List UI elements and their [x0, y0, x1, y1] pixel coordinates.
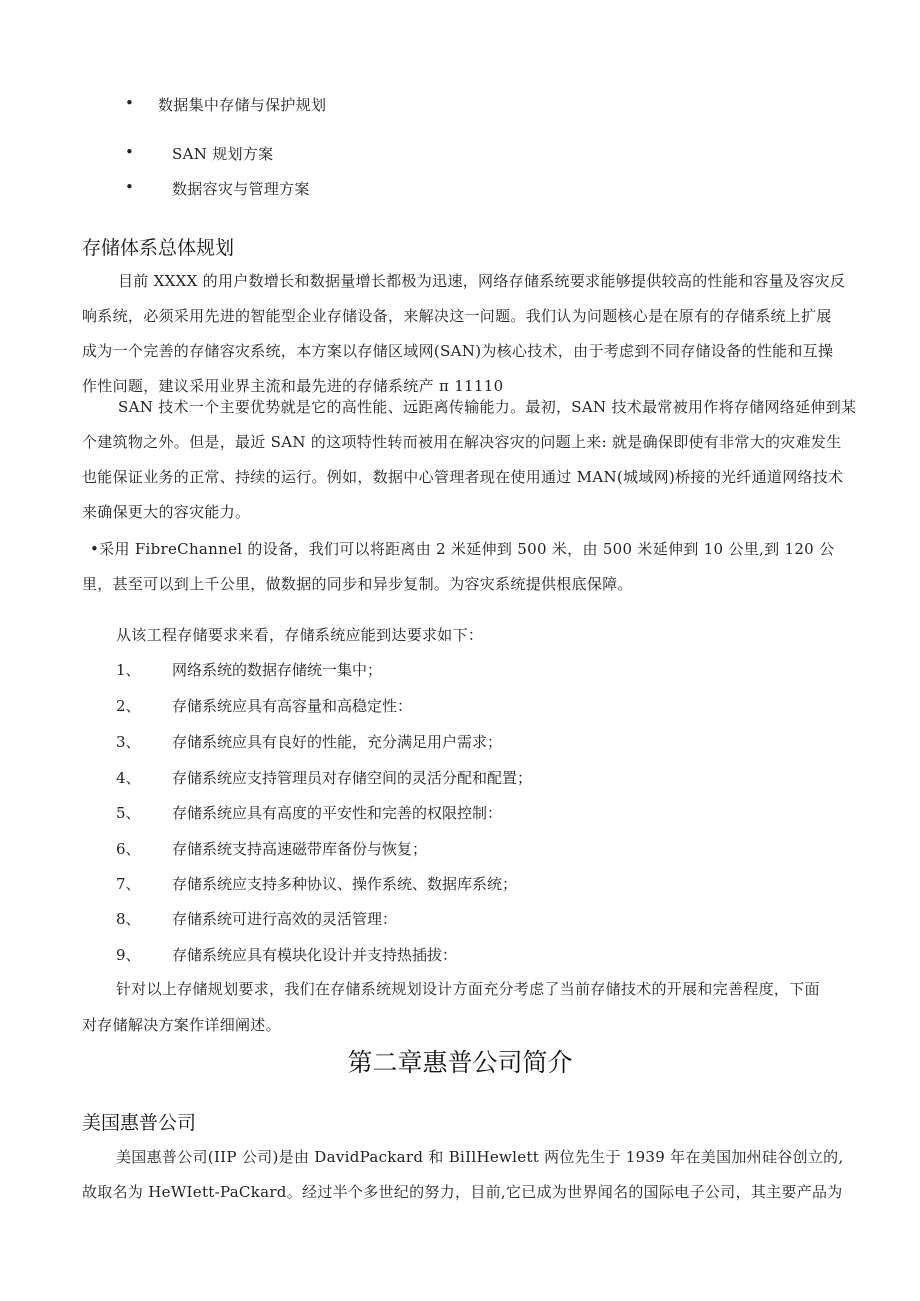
section-heading-storage-architecture: 存储体系总体规划	[82, 237, 235, 259]
requirement-text: 存储系统应支持多种协议、操作系统、数据库系统；	[172, 875, 518, 893]
paragraph-line: 个建筑物之外。但是，最近 SAN 的这项特性转而被用在解决容灾的问题上来: 就是确保即使有非常大的灾难发生	[82, 433, 842, 451]
requirements-intro: 从该工程存储要求来看，存储系统应能到达要求如下：	[116, 626, 484, 644]
paragraph-line: 成为一个完善的存储容灾系统，本方案以存储区域网(SAN)为核心技术，由于考虑到不同存储设备的性能和互操	[82, 342, 834, 360]
paragraph-closing	[82, 971, 842, 1043]
paragraph-line: 响系统，必须采用先进的智能型企业存储设备，来解决这一问题。我们认为问题核心是在原有的存储系统上扩展	[82, 307, 832, 325]
paragraph-hp-intro	[82, 1140, 842, 1210]
paragraph-line: 目前 XXXX 的用户数增长和数据量增长都极为迅速，网络存储系统要求能够提供较高的性能和容量及容灾反	[118, 272, 846, 290]
paragraph-san-advantage	[82, 390, 857, 530]
requirement-text: 网络系统的数据存储统一集中；	[172, 661, 383, 679]
requirement-text: 存储系统应具有高度的平安性和完善的权限控制：	[172, 804, 503, 822]
requirement-text: 存储系统应支持管理员对存储空间的灵活分配和配置；	[172, 769, 533, 787]
bullet-item-disaster-recovery: 数据容灾与管理方案	[172, 180, 310, 198]
bullet-item-san-plan: SAN 规划方案	[172, 145, 274, 163]
requirement-number: 2、	[116, 697, 141, 715]
paragraph-fibre-channel	[82, 532, 842, 602]
paragraph-line: 也能保证业务的正常、持续的运行。例如，数据中心管理者现在使用通过 MAN(城域网)桥接的光纤通道网络技术	[82, 468, 844, 486]
requirement-number: 8、	[116, 910, 141, 928]
paragraph-line: 故取名为 HeWIett-PaCkard。经过半个多世纪的努力，目前,它已成为世界闻名的国际电子公司，其主要产品为	[82, 1183, 843, 1201]
paragraph-line: 作性问题，建议采用业界主流和最先进的存储系统产 π 11110	[82, 377, 504, 395]
chapter-title: 第二章惠普公司简介	[347, 1048, 573, 1077]
requirement-number: 7、	[116, 875, 141, 893]
paragraph-line: •采用 FibreChannel 的设备，我们可以将距离由 2 米延伸到 500 米，由 500 米延伸到 10 公里,到 120 公	[90, 540, 835, 558]
requirement-text: 存储系统应具有模块化设计并支持热插拔：	[172, 946, 458, 964]
requirement-number: 5、	[116, 804, 141, 822]
requirement-number: 3、	[116, 733, 141, 751]
paragraph-line: 来确保更大的容灾能力。	[82, 503, 251, 521]
paragraph-line: 针对以上存储规划要求，我们在存储系统规划设计方面充分考虑了当前存储技术的开展和完善程度，下面	[116, 980, 820, 998]
paragraph-line: 美国惠普公司(IIP 公司)是由 DavidPackard 和 BiIlHewlett 两位先生于 1939 年在美国加州硅谷创立的,	[116, 1148, 844, 1166]
bullet-marker: •	[125, 143, 134, 161]
paragraph-line: SAN 技术一个主要优势就是它的高性能、远距离传输能力。最初，SAN 技术最常被用作将存储网络延伸到某	[118, 398, 857, 416]
requirement-number: 4、	[116, 769, 141, 787]
bullet-marker: •	[125, 178, 134, 196]
section-heading-hp-usa: 美国惠普公司	[82, 1112, 197, 1134]
requirement-text: 存储系统可进行高效的灵活管理：	[172, 910, 398, 928]
requirement-number: 6、	[116, 840, 141, 858]
requirement-number: 1、	[116, 661, 141, 679]
requirement-number: 9、	[116, 946, 141, 964]
requirement-text: 存储系统支持高速磁带库备份与恢复；	[172, 840, 428, 858]
bullet-marker: •	[125, 94, 134, 112]
paragraph-line: 里，甚至可以到上千公里，做数据的同步和异步复制。为容灾系统提供根底保障。	[82, 575, 633, 593]
paragraph-storage-overview	[82, 264, 846, 404]
requirement-text: 存储系统应具有良好的性能，充分满足用户需求；	[172, 733, 503, 751]
bullet-item-storage-planning: 数据集中存储与保护规划	[158, 96, 327, 114]
requirement-text: 存储系统应具有高容量和高稳定性：	[172, 697, 413, 715]
paragraph-line: 对存储解决方案作详细阐述。	[82, 1016, 281, 1034]
